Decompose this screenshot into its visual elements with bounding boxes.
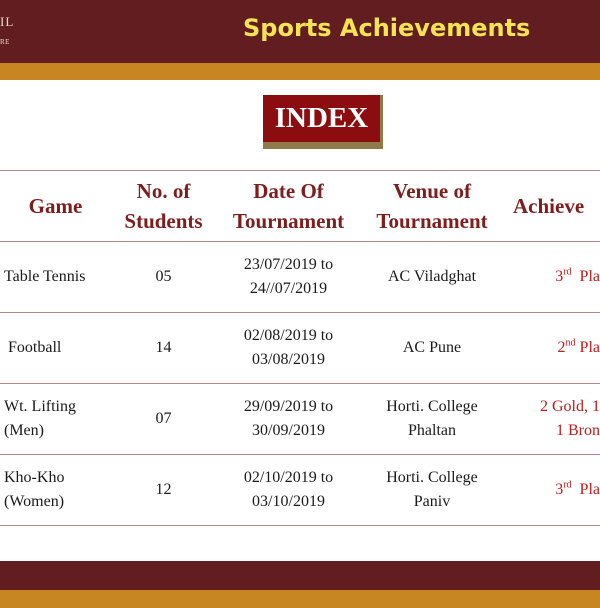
cell-game xyxy=(0,455,111,526)
cell-venue-line1: Horti. College xyxy=(386,398,478,415)
cell-students: 05 xyxy=(111,242,216,313)
header-bar xyxy=(0,0,600,63)
header-achievement-label: Achieve xyxy=(513,194,585,218)
header-venue-line1: Venue of xyxy=(393,179,471,203)
cell-date xyxy=(216,242,361,313)
cell-students: 07 xyxy=(111,384,216,455)
cell-game-line2: (Men) xyxy=(4,422,44,439)
logo-subtext: RE xyxy=(0,38,10,46)
cell-achievement xyxy=(503,384,600,455)
table-row xyxy=(0,242,600,313)
cell-venue xyxy=(361,242,503,313)
cell-achievement-line2: 1 Bron xyxy=(556,422,600,439)
cell-date-line1: 29/09/2019 to xyxy=(243,398,334,415)
header-date xyxy=(216,171,361,242)
cell-achievement-line1: 2 Gold, 1 xyxy=(540,398,600,415)
header-students-line1: No. of xyxy=(136,179,191,203)
cell-achievement xyxy=(503,455,600,526)
header-accent-bar xyxy=(0,63,600,80)
cell-venue-line1: AC Pune xyxy=(402,339,462,356)
footer-bar xyxy=(0,561,600,590)
table-row xyxy=(0,455,600,526)
achievement-suffix: nd xyxy=(565,337,576,349)
cell-date-line1: 23/07/2019 to xyxy=(243,256,334,273)
table-row xyxy=(0,384,600,455)
cell-date-line2: 30/09/2019 xyxy=(252,422,325,439)
cell-venue-line2: Phaltan xyxy=(408,422,456,439)
header-achievement xyxy=(503,171,600,242)
cell-achievement-line1 xyxy=(503,265,600,289)
cell-achievement xyxy=(503,242,600,313)
cell-achievement xyxy=(503,313,600,384)
cell-game-line1: Wt. Lifting xyxy=(4,398,76,415)
cell-game-line1: Table Tennis xyxy=(4,268,86,285)
achievement-rank: 3 xyxy=(555,481,564,498)
header-date-line1: Date Of xyxy=(253,179,324,203)
achievement-text: Pla xyxy=(571,481,600,498)
cell-achievement-line1 xyxy=(503,336,600,360)
cell-game-line1: Football xyxy=(8,339,62,356)
cell-date-line2: 03/10/2019 xyxy=(252,493,325,510)
cell-venue-line1: Horti. College xyxy=(386,469,478,486)
cell-date-line1: 02/08/2019 to xyxy=(243,327,334,344)
page-title: Sports Achievements xyxy=(243,14,531,42)
cell-game-line2: (Women) xyxy=(4,493,65,510)
cell-achievement-line1 xyxy=(503,478,600,502)
cell-game xyxy=(0,242,111,313)
cell-date-line2: 03/08/2019 xyxy=(252,351,325,368)
header-game-label: Game xyxy=(28,194,83,218)
cell-venue xyxy=(361,384,503,455)
achievement-text: Pla xyxy=(575,339,600,356)
table-header-row xyxy=(0,171,600,242)
cell-game xyxy=(0,313,111,384)
index-label: INDEX xyxy=(274,102,369,134)
achievement-suffix: rd xyxy=(563,266,572,278)
cell-date xyxy=(216,455,361,526)
cell-game xyxy=(0,384,111,455)
cell-venue xyxy=(361,313,503,384)
cell-date xyxy=(216,384,361,455)
cell-date xyxy=(216,313,361,384)
cell-venue-line1: AC Viladghat xyxy=(387,268,477,285)
footer-accent-bar xyxy=(0,590,600,608)
achievement-suffix: rd xyxy=(563,479,572,491)
cell-date-line1: 02/10/2019 to xyxy=(243,469,334,486)
achievement-text: Pla xyxy=(571,268,600,285)
header-students-line2: Students xyxy=(124,209,203,233)
achievements-table xyxy=(0,170,600,526)
cell-students: 14 xyxy=(111,313,216,384)
header-game xyxy=(0,171,111,242)
cell-venue-line2: Paniv xyxy=(413,493,451,510)
cell-game-line1: Kho-Kho xyxy=(4,469,65,486)
header-venue xyxy=(361,171,503,242)
cell-date-line2: 24//07/2019 xyxy=(249,280,328,297)
logo-text: IL xyxy=(0,14,15,29)
cell-venue xyxy=(361,455,503,526)
achievement-rank: 2 xyxy=(557,339,566,356)
index-button[interactable] xyxy=(263,95,380,142)
header-students xyxy=(111,171,216,242)
cell-students: 12 xyxy=(111,455,216,526)
header-venue-line2: Tournament xyxy=(376,209,488,233)
achievement-rank: 3 xyxy=(555,268,564,285)
table-row xyxy=(0,313,600,384)
header-date-line2: Tournament xyxy=(232,209,345,233)
